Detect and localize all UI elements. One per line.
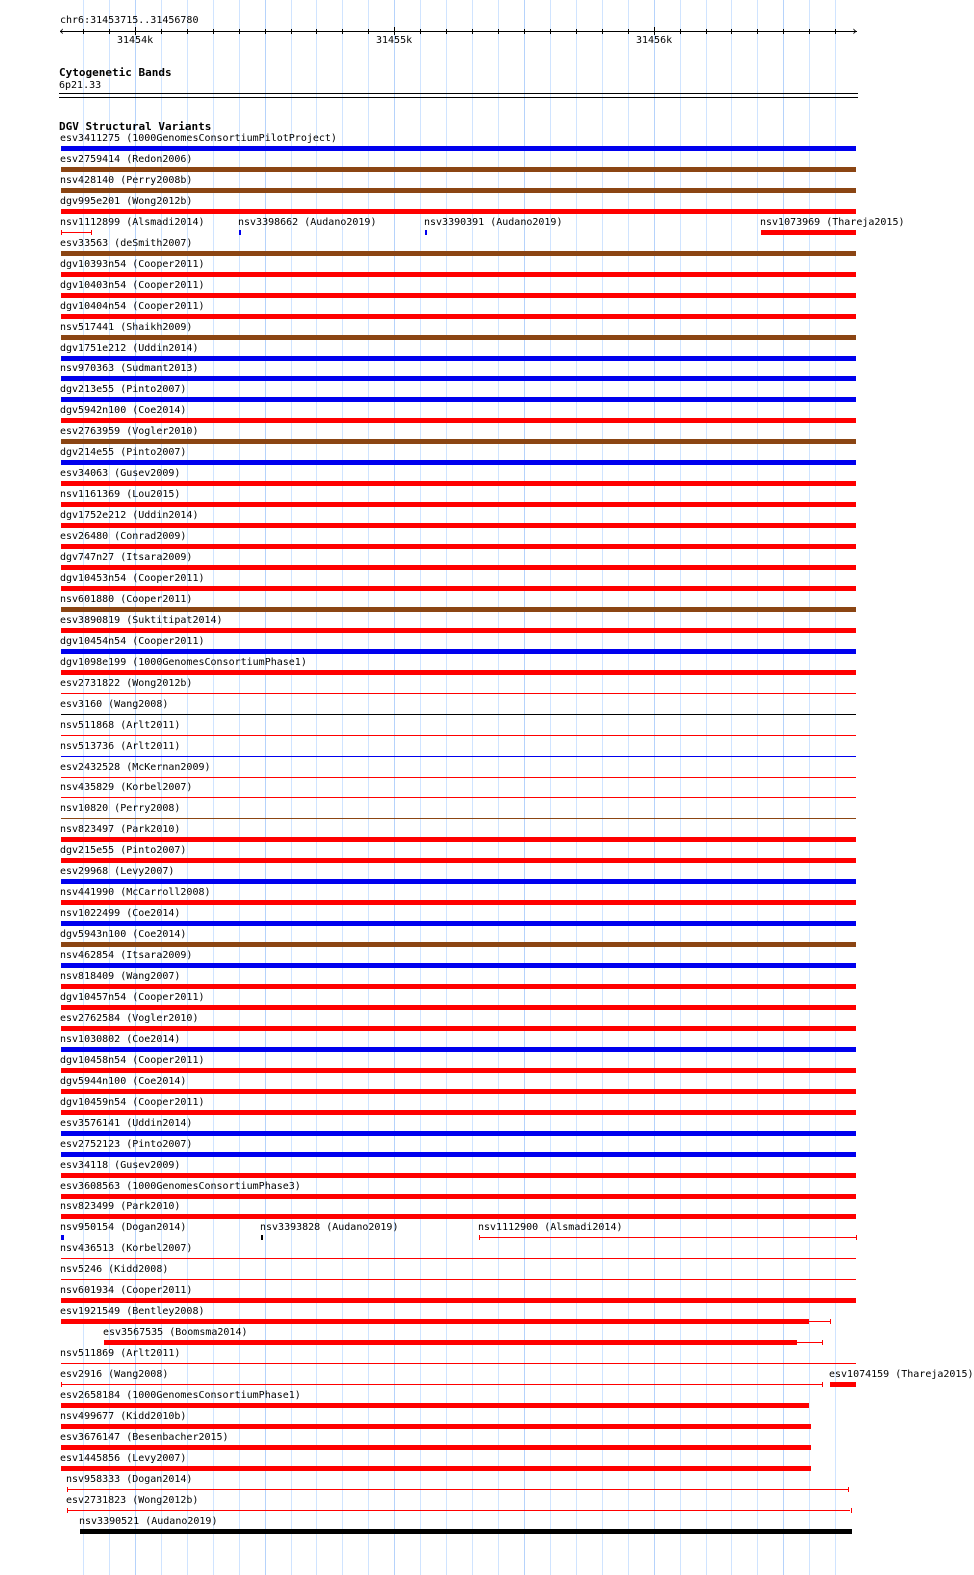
ruler-tick [524, 29, 525, 34]
cytoband-label: 6p21.33 [59, 80, 102, 91]
variant-bar[interactable] [61, 1445, 811, 1450]
variant-bar[interactable] [830, 1382, 856, 1387]
variant-label[interactable]: nsv818409 (Wang2007) [60, 971, 181, 982]
variant-label[interactable]: esv34118 (Gusev2009) [60, 1160, 181, 1171]
variant-label[interactable]: nsv823499 (Park2010) [60, 1201, 181, 1212]
variant-label[interactable]: nsv601880 (Cooper2011) [60, 594, 193, 605]
variant-label[interactable]: esv1445856 (Levy2007) [60, 1453, 187, 1464]
variant-label[interactable]: esv2731823 (Wong2012b) [66, 1495, 199, 1506]
variant-label[interactable]: nsv1112899 (Alsmadi2014) [60, 217, 205, 228]
grid-line [550, 0, 551, 1575]
ruler-tick-label: 31455k [376, 35, 413, 46]
ruler-tick [654, 27, 655, 35]
variant-bar[interactable] [479, 1237, 856, 1238]
variant-label[interactable]: dgv10404n54 (Cooper2011) [60, 301, 205, 312]
variant-bar[interactable] [61, 1214, 856, 1219]
variant-bar[interactable] [61, 232, 91, 233]
ruler-tick [757, 29, 758, 34]
variant-end-cap [822, 1340, 823, 1345]
ruler-tick-label: 31456k [636, 35, 673, 46]
grid-line [342, 0, 343, 1575]
variant-label[interactable]: esv3411275 (1000GenomesConsortiumPilotProject) [60, 133, 337, 144]
variant-bar[interactable] [61, 502, 856, 507]
variant-label[interactable]: dgv215e55 (Pinto2007) [60, 845, 187, 856]
variant-label[interactable]: nsv3398662 (Audano2019) [238, 217, 377, 228]
variant-label[interactable]: dgv214e55 (Pinto2007) [60, 447, 187, 458]
variant-label[interactable]: dgv10454n54 (Cooper2011) [60, 636, 205, 647]
variant-label[interactable]: nsv511869 (Arlt2011) [60, 1348, 181, 1359]
variant-label[interactable]: esv3890819 (Suktitipat2014) [60, 615, 223, 626]
variant-bar[interactable] [61, 735, 856, 736]
variant-label[interactable]: dgv10393n54 (Cooper2011) [60, 259, 205, 270]
cytoband-line-bottom [59, 97, 858, 98]
variant-bar[interactable] [67, 1510, 850, 1511]
ruler-tick [835, 29, 836, 34]
variant-bar[interactable] [61, 251, 856, 256]
variant-bar[interactable] [61, 1363, 856, 1364]
variant-bar[interactable] [61, 1235, 64, 1240]
variant-bar[interactable] [61, 1258, 856, 1259]
ruler-tick [135, 27, 136, 35]
grid-line [731, 0, 732, 1575]
variant-extension [796, 1342, 822, 1343]
grid-line [368, 0, 369, 1575]
grid-line [706, 0, 707, 1575]
variant-label[interactable]: esv2752123 (Pinto2007) [60, 1139, 193, 1150]
variant-end-cap [67, 1508, 68, 1513]
grid-line [265, 0, 266, 1575]
variant-label[interactable]: nsv517441 (Shaikh2009) [60, 322, 193, 333]
ruler-tick [680, 29, 681, 34]
variant-label[interactable]: esv2916 (Wang2008) [60, 1369, 169, 1380]
variant-label[interactable]: nsv428140 (Perry2008b) [60, 175, 193, 186]
variant-bar[interactable] [61, 356, 856, 361]
ruler-tick [550, 29, 551, 34]
ruler-tick [316, 29, 317, 34]
variant-bar[interactable] [61, 1089, 856, 1094]
variant-end-cap [856, 1235, 857, 1240]
ruler-arrow-right-icon: › [851, 24, 859, 38]
variant-label[interactable]: nsv435829 (Korbel2007) [60, 782, 193, 793]
variant-bar[interactable] [61, 272, 856, 277]
variant-label[interactable]: dgv10458n54 (Cooper2011) [60, 1055, 205, 1066]
variant-bar[interactable] [261, 1235, 263, 1240]
variant-label[interactable]: esv2759414 (Redon2006) [60, 154, 193, 165]
variant-bar[interactable] [425, 230, 427, 235]
variant-bar[interactable] [61, 984, 856, 989]
variant-label[interactable]: esv26480 (Conrad2009) [60, 531, 187, 542]
ruler-tick [498, 29, 499, 34]
variant-label[interactable]: nsv601934 (Cooper2011) [60, 1285, 193, 1296]
variant-label[interactable]: esv3676147 (Besenbacher2015) [60, 1432, 229, 1443]
variant-bar[interactable] [61, 963, 856, 968]
variant-bar[interactable] [61, 1194, 856, 1199]
variant-end-cap [61, 1382, 62, 1387]
grid-line [213, 0, 214, 1575]
variant-bar[interactable] [61, 1131, 856, 1136]
variant-label[interactable]: nsv441990 (McCarroll2008) [60, 887, 211, 898]
variant-bar[interactable] [61, 565, 856, 570]
variant-bar[interactable] [61, 293, 856, 298]
variant-label[interactable]: nsv970363 (Sudmant2013) [60, 363, 199, 374]
variant-end-cap [61, 230, 62, 235]
variant-label[interactable]: esv3576141 (Uddin2014) [60, 1118, 193, 1129]
variant-label[interactable]: esv3608563 (1000GenomesConsortiumPhase3) [60, 1181, 301, 1192]
variant-bar[interactable] [61, 1152, 856, 1157]
variant-label[interactable]: nsv958333 (Dogan2014) [66, 1474, 193, 1485]
variant-bar[interactable] [61, 314, 856, 319]
ruler-tick [213, 29, 214, 34]
variant-label[interactable]: dgv995e201 (Wong2012b) [60, 196, 193, 207]
grid-line [602, 0, 603, 1575]
ruler-arrow-left-icon: ‹ [58, 24, 66, 38]
variant-label[interactable]: esv33563 (deSmith2007) [60, 238, 193, 249]
ruler-tick [394, 27, 395, 35]
variant-label[interactable]: nsv1112900 (Alsmadi2014) [478, 1222, 623, 1233]
ruler-tick [628, 29, 629, 34]
grid-line [291, 0, 292, 1575]
ruler-tick [239, 29, 240, 34]
variant-bar[interactable] [61, 1068, 856, 1073]
grid-line [316, 0, 317, 1575]
variant-bar[interactable] [61, 900, 856, 905]
variant-bar[interactable] [61, 586, 856, 591]
variant-end-cap [848, 1487, 849, 1492]
variant-bar[interactable] [61, 481, 856, 486]
variant-label[interactable]: dgv5944n100 (Coe2014) [60, 1076, 187, 1087]
grid-line [654, 0, 655, 1575]
variant-label[interactable]: esv3567535 (Boomsma2014) [103, 1327, 248, 1338]
variant-bar[interactable] [61, 146, 856, 151]
grid-line [524, 0, 525, 1575]
variant-bar[interactable] [61, 1026, 856, 1031]
ruler-tick [187, 29, 188, 34]
variant-end-cap [479, 1235, 480, 1240]
variant-label[interactable]: nsv462854 (Itsara2009) [60, 950, 193, 961]
variant-bar[interactable] [761, 230, 856, 235]
variant-bar[interactable] [80, 1529, 852, 1534]
ruler-tick [368, 29, 369, 34]
variant-bar[interactable] [61, 1298, 856, 1303]
dgv-track-title: DGV Structural Variants [59, 120, 212, 133]
variant-extension [809, 1321, 830, 1322]
variant-end-cap [851, 1508, 852, 1513]
variant-label[interactable]: esv34063 (Gusev2009) [60, 468, 181, 479]
ruler-tick [731, 29, 732, 34]
variant-label[interactable]: nsv1161369 (Lou2015) [60, 489, 181, 500]
ruler-tick-label: 31454k [117, 35, 154, 46]
variant-label[interactable]: dgv10457n54 (Cooper2011) [60, 992, 205, 1003]
ruler-tick [809, 29, 810, 34]
variant-bar[interactable] [61, 607, 856, 612]
variant-label[interactable]: esv1074159 (Thareja2015) [829, 1369, 974, 1380]
variant-label[interactable]: dgv5943n100 (Coe2014) [60, 929, 187, 940]
variant-bar[interactable] [61, 460, 856, 465]
variant-label[interactable]: nsv3390521 (Audano2019) [79, 1516, 218, 1527]
variant-bar[interactable] [61, 921, 856, 926]
ruler-tick [342, 29, 343, 34]
variant-end-cap [822, 1382, 823, 1387]
ruler-tick [265, 29, 266, 34]
variant-bar[interactable] [61, 942, 856, 947]
ruler-tick [602, 29, 603, 34]
variant-label[interactable]: nsv436513 (Korbel2007) [60, 1243, 193, 1254]
grid-line [420, 0, 421, 1575]
variant-label[interactable]: dgv747n27 (Itsara2009) [60, 552, 193, 563]
variant-bar[interactable] [61, 1403, 809, 1408]
variant-label[interactable]: nsv5246 (Kidd2008) [60, 1264, 169, 1275]
variant-label[interactable]: nsv513736 (Arlt2011) [60, 741, 181, 752]
variant-label[interactable]: nsv823497 (Park2010) [60, 824, 181, 835]
ruler-tick [161, 29, 162, 34]
grid-line [757, 0, 758, 1575]
variant-label[interactable]: dgv1751e212 (Uddin2014) [60, 343, 199, 354]
variant-label[interactable]: dgv10459n54 (Cooper2011) [60, 1097, 205, 1108]
variant-bar[interactable] [104, 1340, 797, 1345]
variant-bar[interactable] [61, 1173, 856, 1178]
variant-bar[interactable] [61, 544, 856, 549]
variant-label[interactable]: nsv3393828 (Audano2019) [260, 1222, 399, 1233]
cytoband-line-top [59, 93, 858, 94]
variant-bar[interactable] [61, 858, 856, 863]
variant-bar[interactable] [61, 1279, 856, 1280]
grid-line [239, 0, 240, 1575]
variant-bar[interactable] [61, 837, 856, 842]
grid-line [680, 0, 681, 1575]
grid-line [809, 0, 810, 1575]
variant-bar[interactable] [61, 1005, 856, 1010]
variant-end-cap [91, 230, 92, 235]
variant-label[interactable]: nsv1022499 (Coe2014) [60, 908, 181, 919]
grid-line [394, 0, 395, 1575]
grid-line [783, 0, 784, 1575]
ruler-range-label: chr6:31453715..31456780 [60, 15, 199, 26]
variant-label[interactable]: nsv3390391 (Audano2019) [424, 217, 563, 228]
ruler-tick [109, 29, 110, 34]
variant-label[interactable]: esv2731822 (Wong2012b) [60, 678, 193, 689]
grid-line [446, 0, 447, 1575]
ruler-tick [576, 29, 577, 34]
cytoband-track-title: Cytogenetic Bands [59, 66, 172, 79]
ruler-tick [291, 29, 292, 34]
variant-label[interactable]: esv2763959 (Vogler2010) [60, 426, 199, 437]
variant-label[interactable]: nsv511868 (Arlt2011) [60, 720, 181, 731]
variant-bar[interactable] [61, 797, 856, 798]
variant-bar[interactable] [67, 1489, 848, 1490]
variant-end-cap [830, 1319, 831, 1324]
variant-label[interactable]: dgv10403n54 (Cooper2011) [60, 280, 205, 291]
ruler-tick [83, 29, 84, 34]
variant-bar[interactable] [239, 230, 241, 235]
grid-line [472, 0, 473, 1575]
variant-bar[interactable] [61, 439, 856, 444]
variant-label[interactable]: nsv950154 (Dogan2014) [60, 1222, 187, 1233]
grid-line [628, 0, 629, 1575]
variant-label[interactable]: dgv10453n54 (Cooper2011) [60, 573, 205, 584]
variant-bar[interactable] [61, 376, 856, 381]
grid-line [576, 0, 577, 1575]
variant-label[interactable]: esv2432528 (McKernan2009) [60, 762, 211, 773]
variant-bar[interactable] [61, 167, 856, 172]
grid-line [835, 0, 836, 1575]
variant-label[interactable]: nsv499677 (Kidd2010b) [60, 1411, 187, 1422]
variant-label[interactable]: dgv5942n100 (Coe2014) [60, 405, 187, 416]
variant-label[interactable]: dgv1752e212 (Uddin2014) [60, 510, 199, 521]
variant-end-cap [67, 1487, 68, 1492]
variant-label[interactable]: nsv1073969 (Thareja2015) [760, 217, 905, 228]
ruler-axis [60, 31, 857, 32]
ruler-tick [446, 29, 447, 34]
variant-label[interactable]: nsv1030802 (Coe2014) [60, 1034, 181, 1045]
variant-bar[interactable] [61, 818, 856, 819]
ruler-tick [706, 29, 707, 34]
variant-label[interactable]: esv1921549 (Bentley2008) [60, 1306, 205, 1317]
variant-bar[interactable] [61, 649, 856, 654]
variant-label[interactable]: nsv10820 (Perry2008) [60, 803, 181, 814]
grid-line [498, 0, 499, 1575]
variant-label[interactable]: dgv213e55 (Pinto2007) [60, 384, 187, 395]
variant-label[interactable]: esv2658184 (1000GenomesConsortiumPhase1) [60, 1390, 301, 1401]
ruler-tick [783, 29, 784, 34]
variant-label[interactable]: dgv1098e199 (1000GenomesConsortiumPhase1) [60, 657, 307, 668]
variant-bar[interactable] [61, 397, 856, 402]
variant-bar[interactable] [61, 1319, 809, 1324]
variant-label[interactable]: esv3160 (Wang2008) [60, 699, 169, 710]
variant-bar[interactable] [61, 693, 856, 694]
variant-bar[interactable] [61, 418, 856, 423]
variant-bar[interactable] [61, 1424, 811, 1429]
variant-label[interactable]: esv2762584 (Vogler2010) [60, 1013, 199, 1024]
variant-bar[interactable] [61, 777, 856, 778]
variant-bar[interactable] [61, 756, 856, 757]
variant-bar[interactable] [61, 628, 856, 633]
variant-bar[interactable] [61, 1110, 856, 1115]
ruler-tick [472, 29, 473, 34]
variant-bar[interactable] [61, 1384, 822, 1385]
variant-bar[interactable] [61, 1047, 856, 1052]
variant-bar[interactable] [61, 714, 856, 715]
variant-bar[interactable] [61, 523, 856, 528]
variant-bar[interactable] [61, 335, 856, 340]
ruler-tick [420, 29, 421, 34]
variant-bar[interactable] [61, 188, 856, 193]
variant-bar[interactable] [61, 670, 856, 675]
variant-bar[interactable] [61, 879, 856, 884]
variant-label[interactable]: esv29968 (Levy2007) [60, 866, 175, 877]
variant-bar[interactable] [61, 209, 856, 214]
variant-bar[interactable] [61, 1466, 811, 1471]
